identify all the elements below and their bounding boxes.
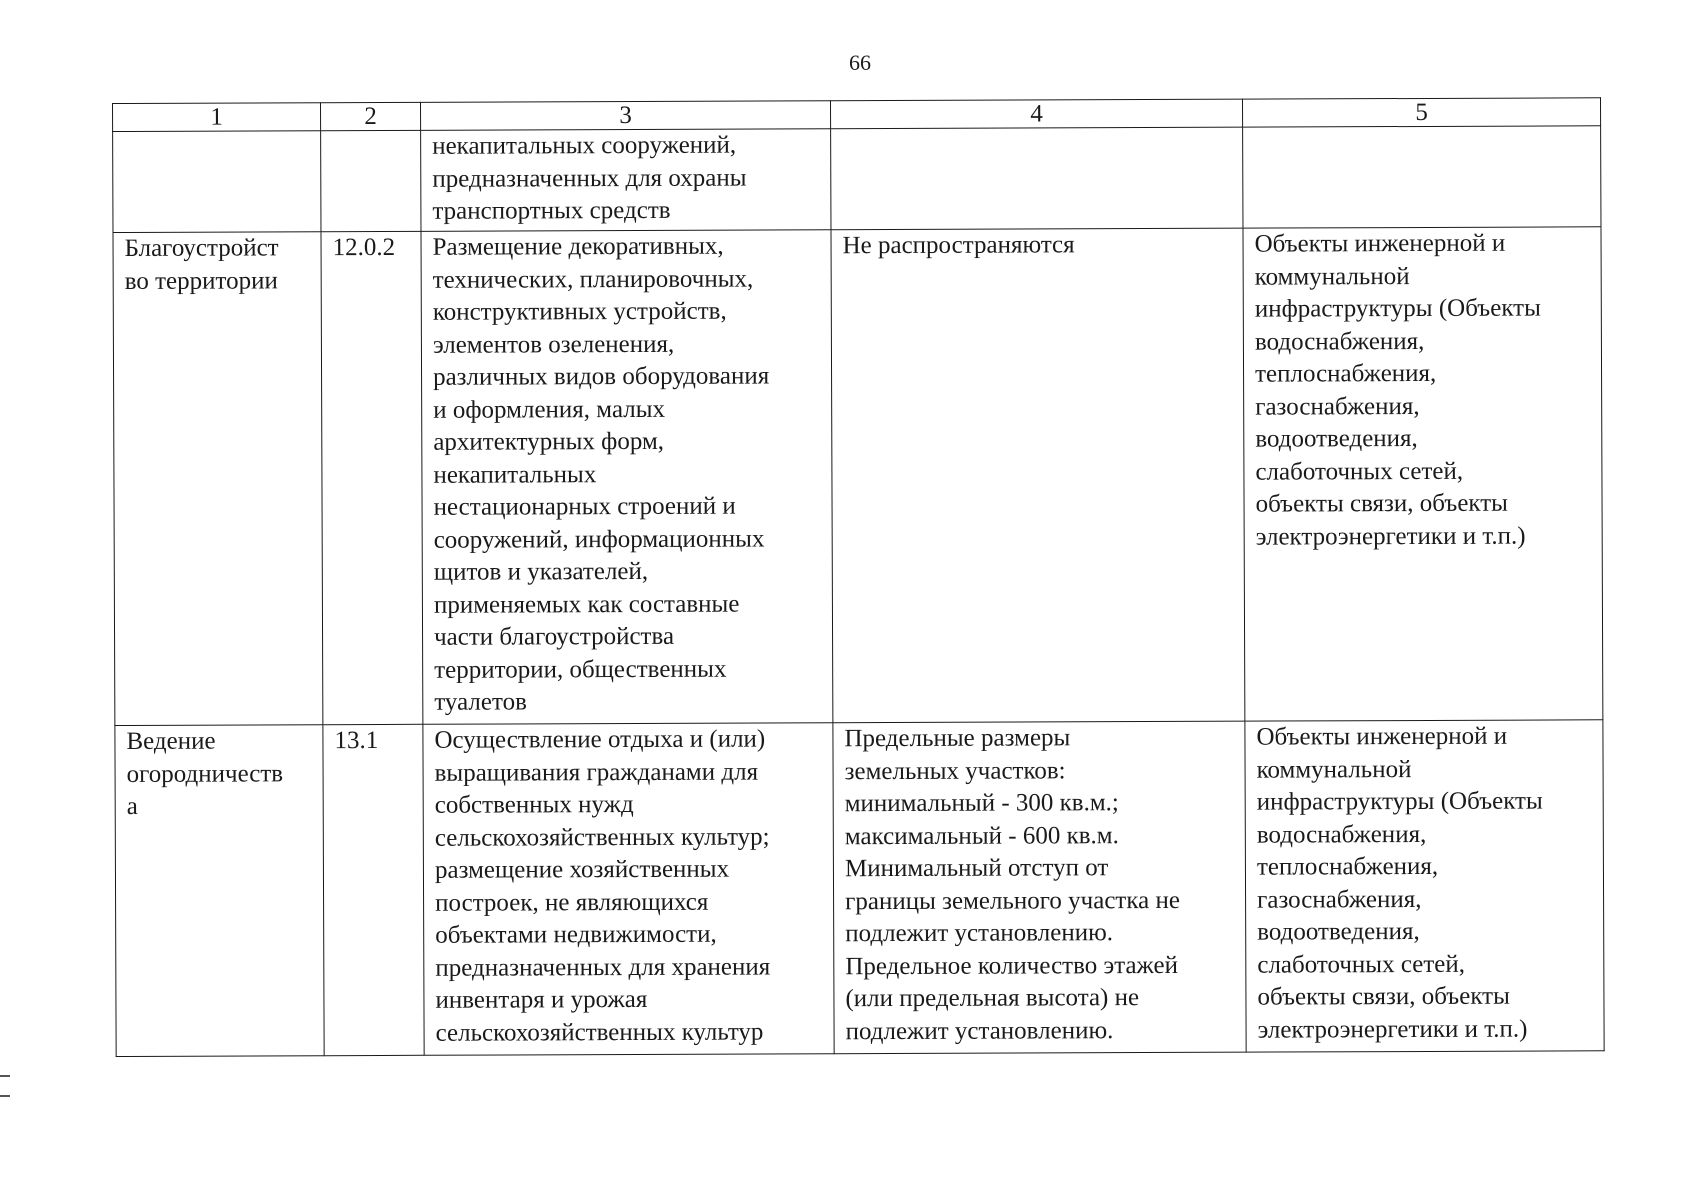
cell-text-line: инфраструктуры (Объекты: [1256, 787, 1543, 816]
cell-use-type: [113, 232, 323, 726]
column-header-1: 1: [113, 103, 321, 132]
cell-text-line: электроэнергетики и т.п.): [1255, 522, 1526, 551]
cell-text-line: Предельное количество этажей: [845, 951, 1178, 980]
cell-auxiliary-objects: [1245, 720, 1604, 1052]
cell-text-line: подлежит установлению.: [845, 1016, 1114, 1045]
cell-code: [321, 130, 421, 231]
cell-text-line: Благоустройст: [124, 234, 279, 262]
cell-text-line: Объекты инженерной и: [1256, 722, 1508, 751]
cell-text-line: архитектурных форм,: [433, 427, 665, 456]
cell-text-line: а: [126, 792, 138, 820]
cell-text-line: Минимальный отступ от: [844, 854, 1109, 883]
cell-text-line: 12.0.2: [332, 233, 396, 262]
cell-use-type: [115, 725, 324, 1057]
column-header-3: 3: [420, 101, 830, 131]
cell-text-line: сооружений, информационных: [433, 524, 765, 554]
cell-text-line: коммунальной: [1254, 262, 1410, 291]
cell-text-line: объектами недвижимости,: [435, 920, 717, 949]
cell-text-line: нестационарных строений и: [433, 492, 736, 521]
cell-text-line: различных видов оборудования: [433, 362, 770, 391]
cell-use-type: [113, 131, 321, 233]
cell-text-line: предназначенных для охраны: [432, 164, 747, 193]
cell-code: [323, 724, 424, 1055]
table-row: [113, 126, 1601, 233]
cell-text-line: земельных участков:: [844, 756, 1066, 785]
cell-text-line: элементов озеленения,: [432, 330, 675, 359]
cell-text-line: Размещение декоративных,: [432, 232, 724, 261]
land-use-regulations-table: [112, 97, 1605, 1057]
cell-text-line: теплоснабжения,: [1256, 852, 1439, 881]
cell-text-line: территории, общественных: [434, 655, 727, 684]
cell-text-line: предназначенных для хранения: [435, 952, 771, 982]
cell-description: [421, 129, 831, 232]
column-header-4: 4: [830, 99, 1242, 129]
cell-text-line: теплоснабжения,: [1254, 359, 1437, 388]
cell-text-line: сельскохозяйственных культур;: [434, 822, 770, 852]
cell-text-line: слаботочных сетей,: [1257, 950, 1466, 979]
cell-text-line: газоснабжения,: [1257, 885, 1422, 914]
cell-parameters: [833, 721, 1246, 1054]
cell-text-line: объекты связи, объекты: [1255, 489, 1509, 518]
cell-text-line: максимальный - 600 кв.м.: [844, 821, 1119, 850]
cell-text-line: некапитальных сооружений,: [432, 131, 737, 160]
cell-text-line: Предельные размеры: [844, 724, 1071, 753]
cell-text-line: туалетов: [434, 688, 527, 716]
cell-text-line: размещение хозяйственных: [434, 855, 730, 884]
cell-text-line: собственных нужд: [434, 791, 634, 819]
cell-description: [421, 230, 833, 725]
column-header-5: 5: [1242, 98, 1600, 127]
cell-text-line: минимальный - 300 кв.м.;: [844, 789, 1119, 818]
table-row: [113, 227, 1603, 726]
cell-text-line: коммунальной: [1256, 755, 1412, 784]
cell-text-line: и оформления, малых: [433, 395, 666, 424]
cell-auxiliary-objects: [1243, 126, 1601, 228]
cell-text-line: водоотведения,: [1255, 424, 1418, 453]
cell-text-line: Ведение: [126, 727, 216, 755]
cell-text-line: (или предельная высота) не: [845, 984, 1140, 1013]
cell-text-line: газоснабжения,: [1255, 392, 1420, 421]
cell-text-line: границы земельного участка не: [845, 886, 1180, 915]
cell-text-line: инвентаря и урожая: [435, 985, 648, 1014]
cell-text-line: части благоустройства: [434, 622, 675, 651]
cell-text-line: во территории: [124, 266, 278, 295]
cell-text-line: объекты связи, объекты: [1257, 982, 1510, 1011]
cell-auxiliary-objects: [1243, 227, 1603, 721]
cell-text-line: Объекты инженерной и: [1254, 229, 1506, 258]
cell-text-line: Осуществление отдыха и (или): [434, 725, 766, 754]
cell-text-line: подлежит установлению.: [845, 919, 1114, 948]
cell-text-line: сельскохозяйственных культур: [435, 1018, 764, 1047]
cell-text-line: водоснабжения,: [1256, 820, 1427, 849]
cell-text-line: водоснабжения,: [1254, 327, 1425, 356]
cell-text-line: конструктивных устройств,: [432, 297, 727, 326]
page-number: 66: [849, 50, 871, 75]
cell-description: [423, 723, 834, 1056]
regulations-table-container: [112, 97, 1604, 1057]
cell-text-line: щитов и указателей,: [433, 557, 649, 586]
cell-text-line: Не распространяются: [842, 231, 1075, 260]
cell-text-line: 13.1: [334, 726, 379, 755]
cell-text-line: огородничеств: [126, 759, 284, 788]
cell-text-line: некапитальных: [433, 460, 597, 489]
cell-text-line: выращивания гражданами для: [434, 758, 759, 787]
cell-code: [321, 231, 423, 724]
cell-text-line: построек, не являющихся: [435, 888, 709, 917]
cell-text-line: слаботочных сетей,: [1255, 457, 1464, 486]
cell-text-line: транспортных средств: [432, 196, 671, 225]
cell-text-line: инфраструктуры (Объекты: [1254, 294, 1541, 323]
column-header-2: 2: [321, 102, 421, 130]
scan-edge-mark: [0, 1075, 10, 1097]
cell-parameters: [831, 127, 1243, 230]
cell-text-line: электроэнергетики и т.п.): [1257, 1015, 1528, 1044]
table-row: [115, 720, 1604, 1057]
cell-text-line: применяемых как составные: [433, 590, 740, 619]
cell-parameters: [831, 228, 1245, 723]
cell-text-line: водоотведения,: [1257, 917, 1420, 946]
cell-text-line: технических, планировочных,: [432, 265, 754, 294]
